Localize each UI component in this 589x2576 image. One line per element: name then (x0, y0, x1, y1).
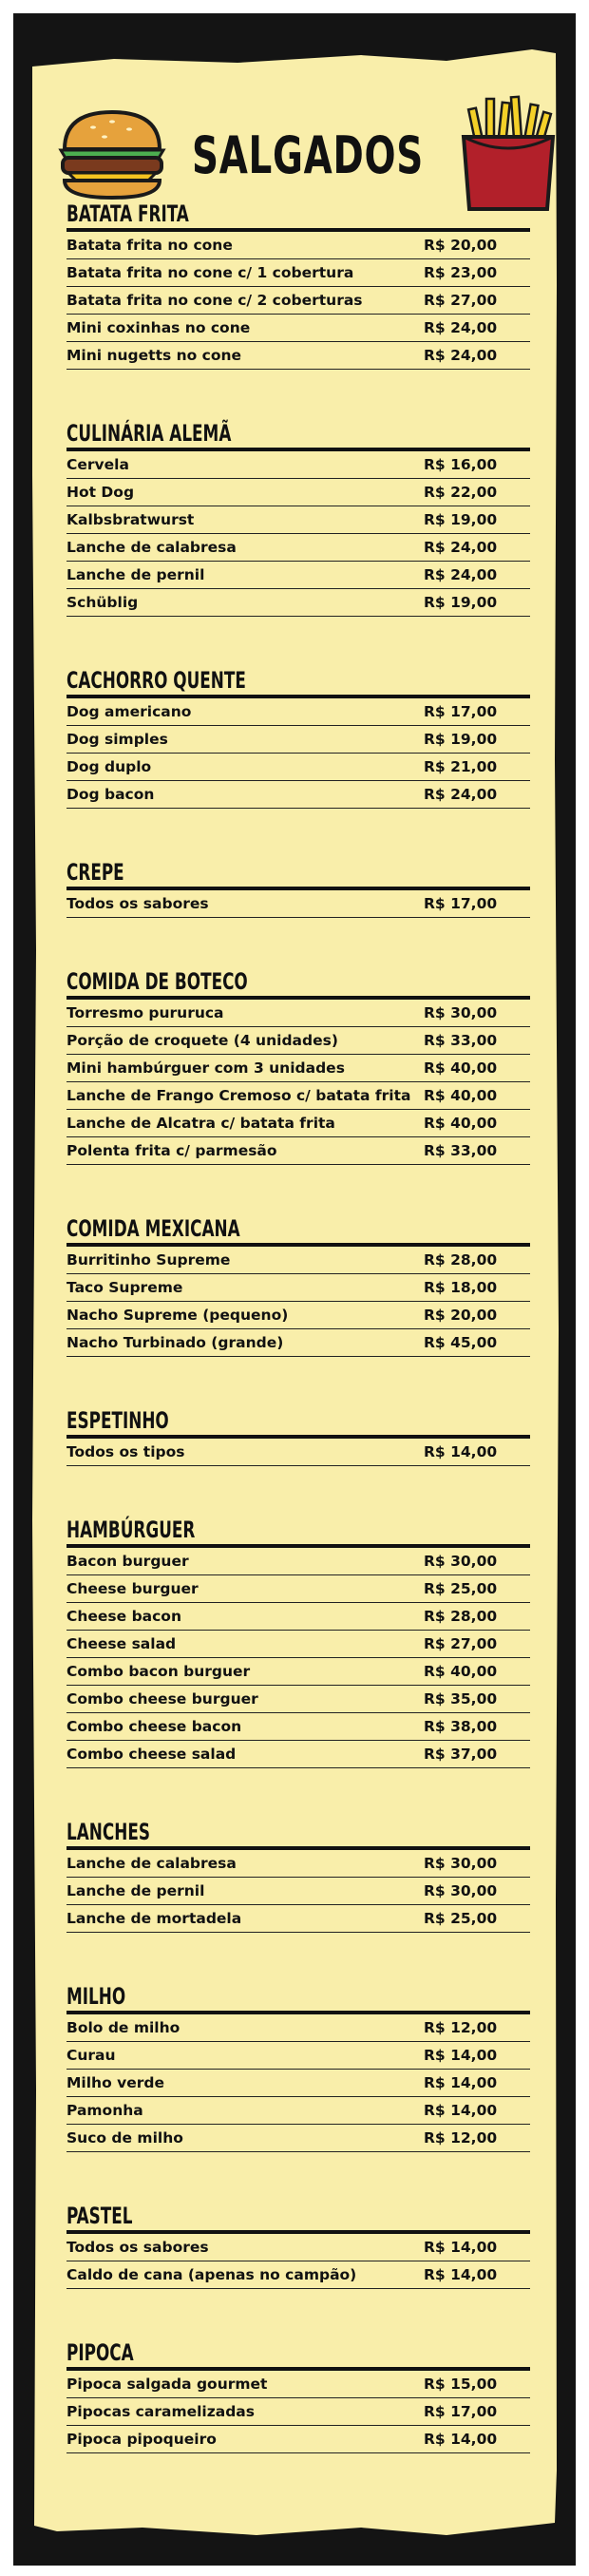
menu-section (66, 2338, 530, 2453)
item-name: Cheese salad (66, 1635, 177, 1652)
menu-item-row (66, 232, 530, 259)
menu-item-row (66, 2042, 530, 2070)
section-header (66, 2338, 530, 2371)
menu-item-row (66, 2261, 530, 2289)
menu-item-row (66, 698, 530, 726)
section-header (66, 2202, 530, 2234)
item-price: R$ 14,00 (424, 2047, 498, 2064)
item-price: R$ 24,00 (424, 566, 498, 583)
menu-item-row (66, 1878, 530, 1905)
menu-section (66, 858, 530, 918)
menu-item-row (66, 259, 530, 287)
section-header (66, 666, 530, 698)
item-name: Lanche de Frango Cremoso c/ batata frita (66, 1087, 411, 1104)
item-name: Hot Dog (66, 484, 135, 501)
fries-icon (458, 93, 559, 213)
menu-item-row (66, 1575, 530, 1603)
item-name: Combo bacon burguer (66, 1663, 251, 1680)
menu-item-row (66, 1055, 530, 1082)
item-price: R$ 27,00 (424, 292, 498, 309)
item-price: R$ 19,00 (424, 594, 498, 611)
menu-item-row (66, 2125, 530, 2152)
menu-item-row (66, 2398, 530, 2426)
item-price: R$ 17,00 (424, 2403, 498, 2420)
item-price: R$ 14,00 (424, 2102, 498, 2119)
menu-item-row (66, 2097, 530, 2125)
item-price: R$ 20,00 (424, 1307, 498, 1324)
item-name: Dog bacon (66, 786, 155, 803)
section-header (66, 1516, 530, 1548)
menu-item-row (66, 2234, 530, 2261)
menu-item-row (66, 1741, 530, 1768)
menu-item-row (66, 1439, 530, 1466)
section-title: CULINÁRIA ALEMÃ (66, 420, 232, 447)
item-price: R$ 24,00 (424, 786, 498, 803)
item-price: R$ 24,00 (424, 319, 498, 336)
item-price: R$ 22,00 (424, 484, 498, 501)
item-price: R$ 18,00 (424, 1279, 498, 1296)
menu-item-row (66, 2014, 530, 2042)
item-price: R$ 40,00 (424, 1059, 498, 1077)
section-title: LANCHES (66, 1819, 150, 1845)
item-price: R$ 33,00 (424, 1032, 498, 1049)
item-name: Mini hambúrguer com 3 unidades (66, 1059, 345, 1077)
section-header (66, 967, 530, 1000)
menu-title: SALGADOS (192, 125, 424, 185)
item-name: Todos os sabores (66, 2239, 209, 2256)
item-name: Dog americano (66, 703, 192, 720)
item-name: Todos os sabores (66, 895, 209, 912)
item-name: Porção de croquete (4 unidades) (66, 1032, 338, 1049)
section-header (66, 858, 530, 890)
menu-section (66, 2202, 530, 2289)
item-price: R$ 45,00 (424, 1334, 498, 1351)
item-name: Polenta frita c/ parmesão (66, 1142, 277, 1159)
item-name: Combo cheese salad (66, 1746, 237, 1763)
item-name: Lanche de Alcatra c/ batata frita (66, 1115, 335, 1132)
item-price: R$ 15,00 (424, 2376, 498, 2393)
item-price: R$ 14,00 (424, 2266, 498, 2283)
item-price: R$ 35,00 (424, 1690, 498, 1708)
section-header (66, 419, 530, 451)
section-header (66, 1982, 530, 2014)
item-name: Torresmo pururuca (66, 1004, 224, 1021)
item-price: R$ 21,00 (424, 758, 498, 775)
menu-item-row (66, 287, 530, 315)
item-name: Combo cheese bacon (66, 1718, 242, 1735)
section-title: COMIDA DE BOTECO (66, 968, 248, 995)
item-price: R$ 19,00 (424, 511, 498, 528)
item-name: Pipocas caramelizadas (66, 2403, 255, 2420)
item-price: R$ 17,00 (424, 895, 498, 912)
section-title: HAMBÚRGUER (66, 1517, 196, 1543)
menu-item-row (66, 315, 530, 342)
section-title: CACHORRO QUENTE (66, 667, 246, 694)
menu-item-row (66, 1329, 530, 1357)
menu-item-row (66, 1603, 530, 1631)
menu-item-row (66, 589, 530, 617)
menu-item-row (66, 2371, 530, 2398)
item-name: Dog duplo (66, 758, 152, 775)
menu-item-row (66, 726, 530, 754)
item-name: Nacho Turbinado (grande) (66, 1334, 284, 1351)
item-price: R$ 12,00 (424, 2019, 498, 2036)
section-header (66, 1214, 530, 1247)
item-name: Caldo de cana (apenas no campão) (66, 2266, 357, 2283)
item-price: R$ 37,00 (424, 1746, 498, 1763)
item-name: Todos os tipos (66, 1443, 185, 1460)
item-price: R$ 14,00 (424, 2239, 498, 2256)
menu-item-row (66, 754, 530, 781)
menu-item-row (66, 1631, 530, 1658)
item-price: R$ 23,00 (424, 264, 498, 281)
item-price: R$ 25,00 (424, 1910, 498, 1927)
item-name: Cheese burguer (66, 1580, 199, 1597)
item-price: R$ 30,00 (424, 1855, 498, 1872)
item-price: R$ 40,00 (424, 1663, 498, 1680)
menu-item-row (66, 506, 530, 534)
item-name: Batata frita no cone c/ 1 cobertura (66, 264, 354, 281)
menu-section (66, 1982, 530, 2152)
item-price: R$ 33,00 (424, 1142, 498, 1159)
menu-section (66, 1516, 530, 1768)
section-title: BATATA FRITA (66, 200, 189, 227)
item-name: Kalbsbratwurst (66, 511, 195, 528)
menu-section (66, 1214, 530, 1357)
menu-item-row (66, 890, 530, 918)
item-price: R$ 25,00 (424, 1580, 498, 1597)
item-price: R$ 14,00 (424, 2074, 498, 2091)
menu-item-row (66, 1713, 530, 1741)
menu-item-row (66, 2426, 530, 2453)
menu-item-row (66, 1686, 530, 1713)
item-name: Batata frita no cone (66, 237, 233, 254)
menu-item-row (66, 781, 530, 809)
section-header (66, 200, 530, 232)
menu-item-row (66, 1082, 530, 1110)
menu-item-row (66, 1110, 530, 1137)
item-name: Schüblig (66, 594, 139, 611)
item-price: R$ 24,00 (424, 539, 498, 556)
item-name: Cheese bacon (66, 1608, 181, 1625)
menu-item-row (66, 1000, 530, 1027)
item-price: R$ 40,00 (424, 1087, 498, 1104)
item-price: R$ 14,00 (424, 2431, 498, 2448)
menu-item-row (66, 1274, 530, 1302)
menu-sections (66, 200, 530, 2453)
menu-item-row (66, 479, 530, 506)
section-title: COMIDA MEXICANA (66, 1215, 240, 1242)
menu-item-row (66, 1905, 530, 1933)
item-name: Lanche de mortadela (66, 1910, 242, 1927)
item-price: R$ 24,00 (424, 347, 498, 364)
section-title: ESPETINHO (66, 1407, 169, 1434)
menu-section (66, 1818, 530, 1933)
item-name: Curau (66, 2047, 116, 2064)
item-price: R$ 19,00 (424, 731, 498, 748)
item-price: R$ 16,00 (424, 456, 498, 473)
menu-item-row (66, 451, 530, 479)
section-header (66, 1406, 530, 1439)
menu-item-row (66, 2070, 530, 2097)
item-price: R$ 30,00 (424, 1004, 498, 1021)
menu-item-row (66, 1302, 530, 1329)
menu-item-row (66, 1850, 530, 1878)
menu-section (66, 666, 530, 809)
item-price: R$ 30,00 (424, 1553, 498, 1570)
item-name: Lanche de pernil (66, 566, 205, 583)
item-price: R$ 12,00 (424, 2129, 498, 2147)
menu-item-row (66, 1137, 530, 1165)
section-title: PASTEL (66, 2203, 133, 2229)
section-title: PIPOCA (66, 2339, 134, 2366)
menu-item-row (66, 1658, 530, 1686)
menu-item-row (66, 534, 530, 562)
menu-section (66, 419, 530, 617)
menu-item-row (66, 1027, 530, 1055)
item-name: Lanche de pernil (66, 1882, 205, 1899)
item-price: R$ 38,00 (424, 1718, 498, 1735)
item-name: Pipoca pipoqueiro (66, 2431, 217, 2448)
menu-item-row (66, 342, 530, 370)
item-name: Lanche de calabresa (66, 539, 237, 556)
menu-section (66, 967, 530, 1165)
item-name: Taco Supreme (66, 1279, 183, 1296)
item-price: R$ 28,00 (424, 1251, 498, 1269)
item-name: Suco de milho (66, 2129, 183, 2147)
item-price: R$ 30,00 (424, 1882, 498, 1899)
item-name: Milho verde (66, 2074, 164, 2091)
item-price: R$ 28,00 (424, 1608, 498, 1625)
item-name: Burritinho Supreme (66, 1251, 231, 1269)
item-name: Bacon burguer (66, 1553, 189, 1570)
menu-item-row (66, 1548, 530, 1575)
item-price: R$ 20,00 (424, 237, 498, 254)
item-name: Mini coxinhas no cone (66, 319, 251, 336)
item-name: Combo cheese burguer (66, 1690, 258, 1708)
item-name: Dog simples (66, 731, 168, 748)
item-name: Mini nugetts no cone (66, 347, 242, 364)
item-name: Pipoca salgada gourmet (66, 2376, 268, 2393)
menu-item-row (66, 1247, 530, 1274)
section-title: MILHO (66, 1983, 126, 2010)
item-price: R$ 27,00 (424, 1635, 498, 1652)
item-price: R$ 17,00 (424, 703, 498, 720)
section-header (66, 1818, 530, 1850)
section-title: CREPE (66, 859, 124, 886)
item-name: Bolo de milho (66, 2019, 180, 2036)
menu-section (66, 1406, 530, 1466)
burger-icon (55, 106, 169, 201)
item-name: Cervela (66, 456, 129, 473)
item-price: R$ 40,00 (424, 1115, 498, 1132)
item-name: Lanche de calabresa (66, 1855, 237, 1872)
item-name: Pamonha (66, 2102, 143, 2119)
menu-content (66, 76, 530, 2503)
menu-section (66, 200, 530, 370)
menu-item-row (66, 562, 530, 589)
item-name: Batata frita no cone c/ 2 coberturas (66, 292, 363, 309)
item-price: R$ 14,00 (424, 1443, 498, 1460)
item-name: Nacho Supreme (pequeno) (66, 1307, 289, 1324)
menu-header (66, 76, 530, 200)
